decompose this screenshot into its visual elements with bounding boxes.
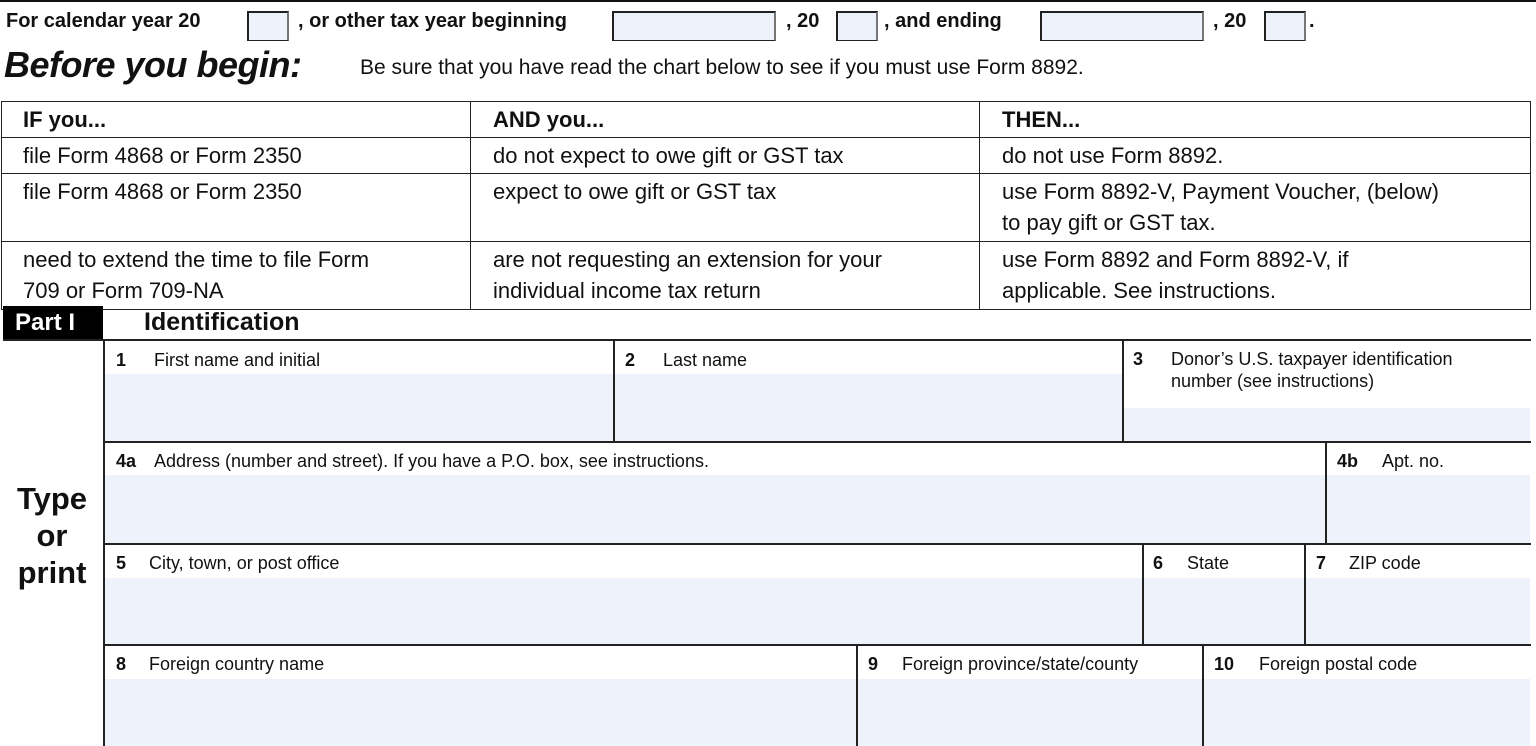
field-foreign-postal	[1204, 646, 1530, 746]
chart-cell: expect to owe gift or GST tax	[471, 174, 980, 242]
field-label-text: Foreign country name	[149, 654, 325, 674]
city-input[interactable]	[105, 578, 1142, 644]
foreign-postal-input[interactable]	[1204, 679, 1530, 746]
field-apt-no	[1327, 443, 1530, 543]
field-state	[1144, 545, 1304, 644]
calendar-year-label: For calendar year 20	[6, 10, 201, 32]
last-name-input[interactable]	[615, 374, 1122, 441]
begin-date-input[interactable]	[612, 11, 776, 41]
field-last-name	[615, 341, 1122, 441]
part-label: Part I	[3, 306, 103, 339]
foreign-province-input[interactable]	[858, 679, 1202, 746]
field-first-name	[105, 341, 613, 441]
field-number: 9	[868, 654, 879, 674]
apt-no-input[interactable]	[1327, 475, 1530, 543]
type-or-print-label	[0, 480, 104, 591]
and-ending-label: , and ending	[884, 10, 1002, 32]
taxpayer-id-input[interactable]	[1124, 408, 1530, 441]
field-number: 4b	[1337, 451, 1359, 471]
field-label-text: Last name	[663, 350, 748, 370]
field-label-text: Apt. no.	[1382, 451, 1445, 471]
calendar-year-input[interactable]	[247, 11, 289, 41]
address-input[interactable]	[105, 475, 1325, 543]
field-label	[116, 551, 339, 575]
field-label-text: Foreign province/state/county	[902, 654, 1139, 674]
field-label-text: State	[1187, 553, 1230, 573]
field-label-text: number (see instructions)	[1171, 371, 1375, 391]
chart-header-then: THEN...	[980, 102, 1531, 138]
field-number: 1	[116, 350, 127, 370]
first-name-input[interactable]	[105, 374, 613, 441]
field-label	[1316, 551, 1421, 575]
chart-header-and: AND you...	[471, 102, 980, 138]
zip-input[interactable]	[1306, 578, 1530, 644]
state-input[interactable]	[1144, 578, 1304, 644]
begin-year-input[interactable]	[836, 11, 878, 41]
field-label-text: ZIP code	[1349, 553, 1421, 573]
eligibility-chart	[1, 101, 1531, 310]
field-foreign-province	[858, 646, 1202, 746]
field-label	[116, 348, 320, 372]
field-label-text: Address (number and street). If you have a P.O. box, see instructions.	[154, 451, 709, 471]
field-address	[105, 443, 1325, 543]
field-label	[1337, 449, 1444, 473]
side-word: or	[36, 518, 68, 553]
field-taxpayer-id	[1124, 341, 1530, 441]
field-number: 8	[116, 654, 127, 674]
foreign-country-input[interactable]	[105, 679, 856, 746]
field-label-text: Donor’s U.S. taxpayer identification	[1171, 349, 1453, 369]
side-word: Type	[16, 481, 88, 516]
field-label	[1153, 551, 1229, 575]
field-label	[868, 652, 1138, 676]
chart-row	[2, 174, 1531, 242]
period: .	[1309, 10, 1315, 32]
end-year-input[interactable]	[1264, 11, 1306, 41]
field-number: 7	[1316, 553, 1327, 573]
chart-cell: file Form 4868 or Form 2350	[2, 174, 471, 242]
end-date-input[interactable]	[1040, 11, 1204, 41]
field-number: 2	[625, 350, 636, 370]
chart-cell: use Form 8892-V, Payment Voucher, (below) to pay gift or GST tax.	[980, 174, 1531, 242]
chart-cell: are not requesting an extension for your individual income tax return	[471, 242, 980, 310]
field-label-text: Foreign postal code	[1259, 654, 1418, 674]
top-rule	[0, 0, 1536, 2]
chart-cell: file Form 4868 or Form 2350	[2, 138, 471, 174]
other-tax-year-label: , or other tax year beginning	[298, 10, 567, 32]
chart-cell: need to extend the time to file Form 709 or Form 709-NA	[2, 242, 471, 310]
chart-cell: do not expect to owe gift or GST tax	[471, 138, 980, 174]
end-twenty-label: , 20	[1213, 10, 1247, 32]
field-label	[1214, 652, 1417, 676]
field-number: 4a	[116, 451, 137, 471]
field-number: 5	[116, 553, 127, 573]
field-label-text: First name and initial	[154, 350, 321, 370]
field-label	[116, 652, 324, 676]
field-label	[625, 348, 747, 372]
begin-twenty-label: , 20	[786, 10, 820, 32]
chart-cell: use Form 8892 and Form 8892-V, if applicable. See instructions.	[980, 242, 1531, 310]
before-you-begin-note: Be sure that you have read the chart below to see if you must use Form 8892.	[360, 56, 1084, 79]
field-number: 3	[1133, 349, 1144, 369]
chart-row	[2, 138, 1531, 174]
field-zip	[1306, 545, 1530, 644]
field-foreign-country	[105, 646, 856, 746]
field-city	[105, 545, 1142, 644]
field-label-text: City, town, or post office	[149, 553, 340, 573]
chart-cell: do not use Form 8892.	[980, 138, 1531, 174]
chart-header-if: IF you...	[2, 102, 471, 138]
field-number: 6	[1153, 553, 1164, 573]
side-word: print	[17, 555, 87, 590]
tax-year-row	[6, 7, 1536, 35]
before-you-begin-title: Before you begin:	[4, 44, 302, 85]
chart-row	[2, 242, 1531, 310]
chart-header-row	[2, 102, 1531, 138]
field-label	[116, 449, 709, 473]
field-number: 10	[1214, 654, 1235, 674]
field-label	[1133, 348, 1452, 392]
part-title: Identification	[144, 308, 300, 336]
